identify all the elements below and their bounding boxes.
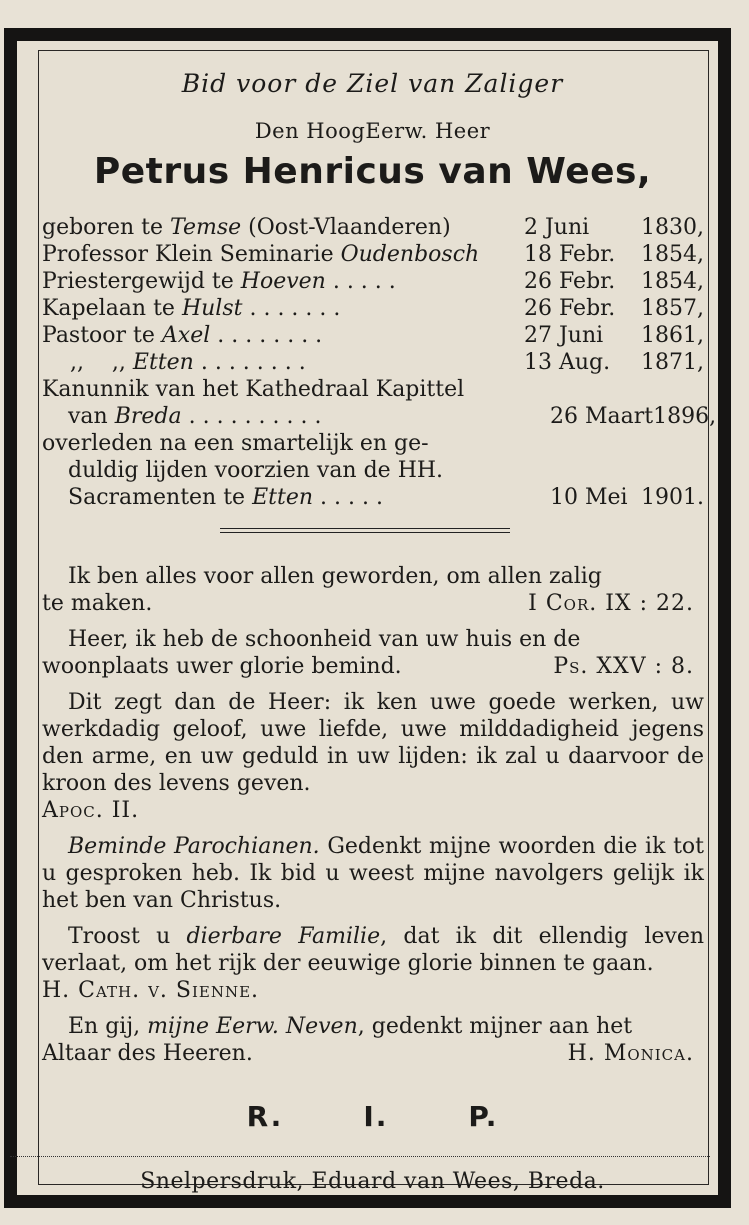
career-day: 26 Febr. xyxy=(524,269,616,294)
career-description xyxy=(42,349,520,376)
career-suffix: . . . . . . . . xyxy=(193,350,306,375)
career-year: 1830, xyxy=(641,215,704,240)
career-text: Priestergewijd te xyxy=(42,269,241,294)
career-suffix: . . . . . xyxy=(325,269,396,294)
career-place: Breda xyxy=(114,404,182,429)
quote-6-text: , gedenkt mijner aan het xyxy=(357,1014,633,1039)
career-date xyxy=(546,403,716,430)
career-place: Hulst xyxy=(181,296,243,321)
career-row xyxy=(42,295,704,322)
career-row xyxy=(42,430,704,457)
career-row xyxy=(42,268,704,295)
quote-2-line-1: Heer, ik heb de schoonheid van uw huis en de xyxy=(68,627,581,652)
career-day: 26 Febr. xyxy=(524,296,616,321)
quote-5-reference: H. Cath. v. Sienne. xyxy=(42,978,260,1003)
career-row xyxy=(42,322,704,349)
double-rule-divider xyxy=(220,528,510,533)
career-text: van xyxy=(68,404,115,429)
quote-4-text: Gedenkt mijne woorden die ik tot u gesproken heb. Ik bid u weest mijne navolgers gelijk ik het ben van Christus. xyxy=(42,834,704,913)
career-text: Sacramenten te xyxy=(68,485,253,510)
career-suffix: . . . . . . . . xyxy=(210,323,323,348)
career-year: 1854, xyxy=(641,242,704,267)
career-date xyxy=(520,322,704,349)
invocation: Bid voor de Ziel van Zaliger xyxy=(181,69,564,98)
rip-r: R. xyxy=(246,1100,284,1133)
career-text: Professor Klein Seminarie xyxy=(42,242,341,267)
career-description xyxy=(42,403,546,430)
quotations xyxy=(42,563,704,1067)
quote-3-reference: Apoc. II. xyxy=(42,798,140,823)
career-date xyxy=(520,295,704,322)
memorial-card xyxy=(40,28,717,1198)
career-day: 10 Mei xyxy=(550,485,628,510)
quote-1-reference: I Cor. IX : 22. xyxy=(528,591,694,616)
quote-3 xyxy=(42,689,704,824)
quote-1 xyxy=(42,563,704,617)
career-day: 27 Juni xyxy=(524,323,604,348)
career-text: duldig lijden voorzien van de HH. xyxy=(68,458,444,483)
quote-2-line-2: woonplaats uwer glorie bemind. xyxy=(42,654,402,679)
career-suffix: . . . . . . . . . . xyxy=(181,404,322,429)
career-list xyxy=(42,214,717,511)
career-year: 1896, xyxy=(653,404,717,429)
deceased-name: Petrus Henricus van Wees, xyxy=(93,151,652,192)
quote-1-line-2: te maken. xyxy=(42,591,153,616)
quote-6-reference: H. Monica. xyxy=(567,1041,694,1066)
career-text: ,, ,, xyxy=(42,350,133,375)
career-year: 1871, xyxy=(641,350,704,375)
career-description xyxy=(42,457,546,484)
career-day: 18 Febr. xyxy=(524,242,616,267)
career-suffix: (Oost-Vlaanderen) xyxy=(241,215,451,240)
career-day: 13 Aug. xyxy=(524,350,611,375)
career-year: 1861, xyxy=(641,323,704,348)
career-date xyxy=(520,268,704,295)
career-description xyxy=(42,430,520,457)
career-year: 1854, xyxy=(641,269,704,294)
career-description xyxy=(42,295,520,322)
career-description xyxy=(42,484,546,511)
career-place: Oudenbosch xyxy=(340,242,480,267)
career-row xyxy=(42,376,704,403)
career-row xyxy=(42,457,704,484)
career-year: 1901. xyxy=(641,485,704,510)
career-description xyxy=(42,376,704,403)
quote-2-reference: Ps. XXV : 8. xyxy=(553,654,694,679)
career-description xyxy=(42,322,520,349)
rip-p: P. xyxy=(468,1100,499,1133)
career-text: Kapelaan te xyxy=(42,296,182,321)
career-row xyxy=(42,214,704,241)
career-suffix: . . . . . xyxy=(313,485,383,510)
career-day: 2 Juni xyxy=(524,215,590,240)
quote-6-lead: En gij, xyxy=(68,1014,148,1039)
rip-line xyxy=(40,1100,705,1133)
career-place: Temse xyxy=(169,215,242,240)
career-row xyxy=(42,403,717,430)
career-date xyxy=(520,241,704,268)
career-text: Kanunnik van het Kathedraal Kapittel xyxy=(42,377,465,402)
career-text: geboren te xyxy=(42,215,170,240)
career-date xyxy=(520,349,704,376)
dotted-divider xyxy=(10,1156,710,1157)
quote-5 xyxy=(42,923,704,1004)
quote-5-text: , dat ik dit ellendig leven verlaat, om het rijk der eeuwige glorie binnen te gaan. xyxy=(42,924,705,976)
quote-5-address: dierbare Familie xyxy=(186,924,381,949)
quote-1-line-1: Ik ben alles voor allen geworden, om allen zalig xyxy=(68,564,602,589)
quote-6-address: mijne Eerw. Neven xyxy=(147,1014,358,1039)
career-place: Etten xyxy=(132,350,194,375)
honorific: Den HoogEerw. Heer xyxy=(254,119,491,143)
quote-5-lead: Troost u xyxy=(68,924,187,949)
career-date xyxy=(546,484,704,511)
career-place: Axel xyxy=(161,323,211,348)
quote-6-line-2: Altaar des Heeren. xyxy=(42,1041,253,1066)
career-text: overleden na een smartelijk en ge- xyxy=(42,431,429,456)
career-place: Hoeven xyxy=(240,269,326,294)
quote-2 xyxy=(42,626,704,680)
quote-6 xyxy=(42,1013,704,1067)
career-description xyxy=(42,214,520,241)
career-place: Etten xyxy=(252,485,314,510)
career-text: Pastoor te xyxy=(42,323,162,348)
career-suffix: . . . . . . . xyxy=(242,296,341,321)
rip-i: I. xyxy=(363,1100,389,1133)
career-row xyxy=(42,349,704,376)
career-description xyxy=(42,241,520,268)
career-date xyxy=(520,214,704,241)
career-description xyxy=(42,268,520,295)
career-row xyxy=(42,484,704,511)
career-year: 1857, xyxy=(641,296,704,321)
career-row xyxy=(42,241,704,268)
quote-3-text: Dit zegt dan de Heer: ik ken uwe goede werken, uw werkdadig geloof, uwe liefde, uwe milddadigheid jegens den arme, en uw geduld in uw lijden: ik zal u daarvoor de kroon des levens geven. xyxy=(42,690,704,796)
quote-4 xyxy=(42,833,704,914)
career-day: 26 Maart xyxy=(550,404,654,429)
printer-credit: Snelpersdruk, Eduard van Wees, Breda. xyxy=(140,1169,605,1194)
quote-4-address: Beminde Parochianen. xyxy=(68,834,320,859)
